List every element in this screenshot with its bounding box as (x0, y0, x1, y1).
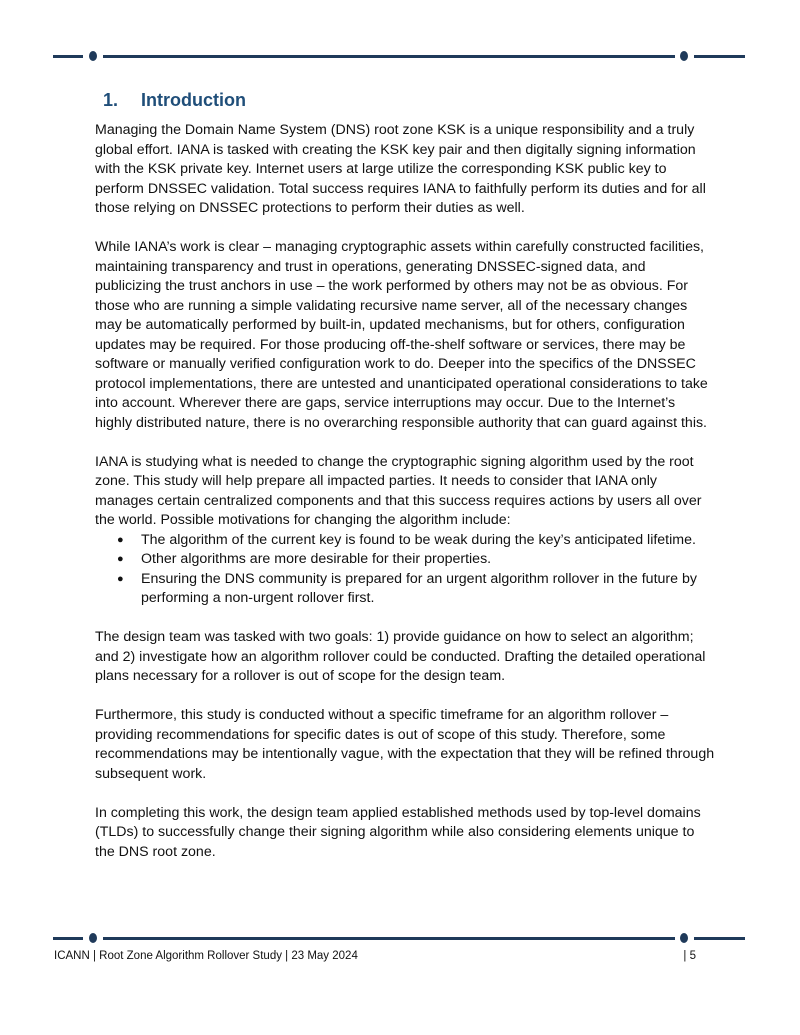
paragraph: Furthermore, this study is conducted without a specific timeframe for an algorithm rollover – providing recommendations for specific dates is out of scope of this study. Therefore, some recommendations may be intentionally vague, with the expectation that they will be refined through subsequent work. (95, 707, 715, 782)
footer-document-info: ICANN | Root Zone Algorithm Rollover Study | 23 May 2024 (54, 950, 358, 962)
rule-segment (53, 937, 83, 940)
bullet-icon: ● (117, 533, 124, 546)
footer-rule (53, 932, 745, 944)
paragraph: Managing the Domain Name System (DNS) root zone KSK is a unique responsibility and a truly global effort. IANA is tasked with creating the KSK key pair and then digitally signing information with the KSK private key. Internet users at large utilize the corresponding KSK public key to perform DNSSEC validation. Total success requires IANA to faithfully perform its duties and for all those relying on DNSSEC protections to perform their duties as well. (95, 122, 706, 216)
rule-dot (89, 51, 97, 61)
list-item-text: The algorithm of the current key is found to be weak during the key’s anticipated lifetime. (141, 531, 696, 548)
motivations-list (95, 531, 715, 609)
section-title: Introduction (141, 90, 246, 110)
header-rule (53, 50, 745, 62)
paragraph: The design team was tasked with two goals: 1) provide guidance on how to select an algorithm; and 2) investigate how an algorithm rollover could be conducted. Drafting the detailed operational plans necessary for a rollover is out of scope for the design team. (95, 629, 706, 684)
bullet-icon: ● (117, 553, 124, 565)
rule-segment (103, 937, 675, 940)
page-number: | 5 (683, 950, 696, 962)
list-item (95, 570, 715, 609)
paragraph: IANA is studying what is needed to change the cryptographic signing algorithm used by the root zone. This study will help prepare all impacted parties. It needs to consider that IANA only manages certain centralized components and that this success requires actions by users all over the world. Possible motivations for changing the algorithm include: (95, 453, 702, 528)
bullet-icon: ● (117, 572, 124, 585)
list-item-text: Ensuring the DNS community is prepared for an urgent algorithm rollover in the future by performing a non-urgent rollover first. (141, 570, 697, 606)
paragraph: In completing this work, the design team applied established methods used by top-level domains (TLDs) to successfully change their signing algorithm while also considering elements unique to the DNS root zone. (95, 804, 701, 860)
section-heading (95, 90, 715, 111)
rule-dot (680, 51, 688, 61)
page-content (95, 90, 715, 882)
rule-segment (103, 55, 675, 58)
list-item (95, 531, 715, 551)
paragraph: While IANA’s work is clear – managing cryptographic assets within carefully constructed facilities, maintaining transparency and trust in operations, generating DNSSEC-signed data, and publicizing the trust anchors in use – the work performed by others may not be as obvious. For those who are running a simple validating recursive name server, all of the necessary changes may be automatically performed by built-in, updated mechanisms, but for others, configuration updates may be required. For those producing off-the-shelf software or services, there may be software or manually verified configuration work to do. Deeper into the specifics of the DNSSEC protocol implementations, there are untested and unanticipated operational considerations to take into account. Wherever there are gaps, service interruptions may occur. Due to the Internet’s highly distributed nature, there is no overarching responsible authority that can guard against this. (95, 239, 708, 431)
rule-segment (694, 937, 745, 940)
rule-segment (53, 55, 83, 58)
section-number: 1. (103, 90, 119, 110)
rule-dot (680, 933, 688, 943)
list-item-text: Other algorithms are more desirable for their properties. (141, 551, 492, 567)
page-footer (54, 950, 696, 962)
rule-dot (89, 933, 97, 943)
list-item (95, 550, 715, 570)
rule-segment (694, 55, 745, 58)
